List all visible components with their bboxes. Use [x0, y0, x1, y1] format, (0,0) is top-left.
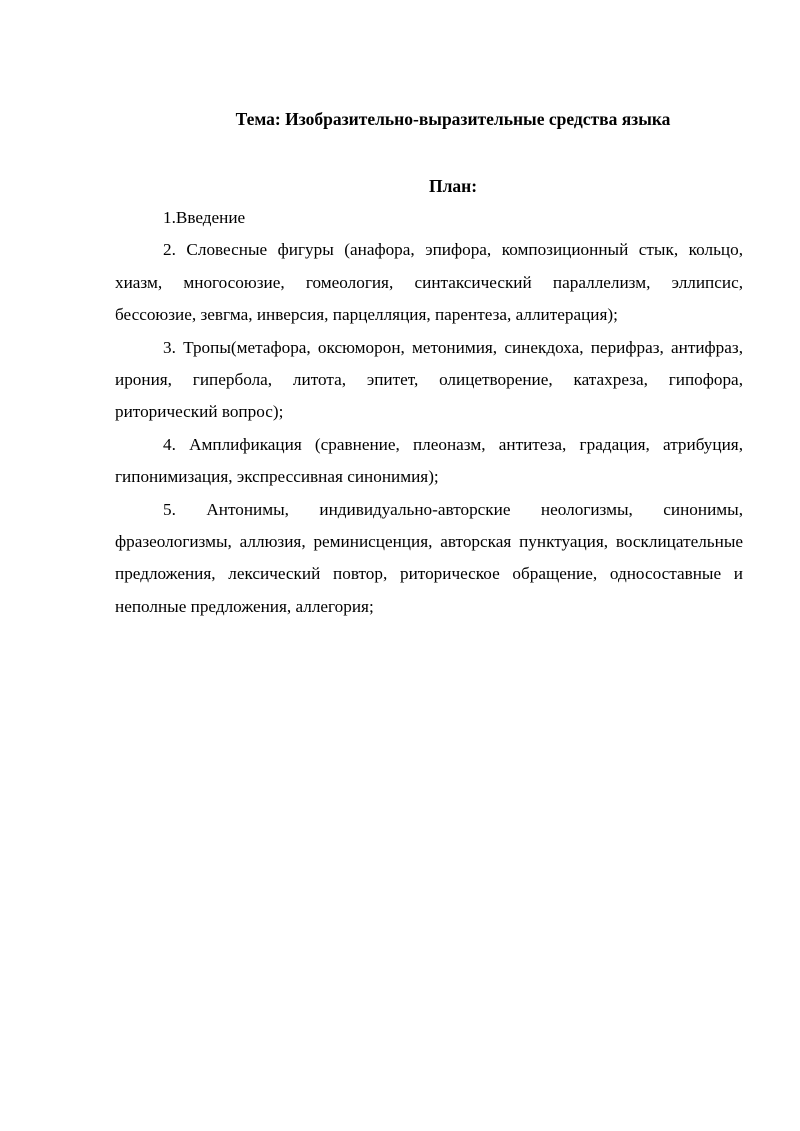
plan-heading: План: — [428, 176, 478, 196]
plan-item-verbal-figures: 2. Словесные фигуры (анафора, эпифора, композиционный стык, кольцо, хиазм, многосоюзие, гомеология, синтаксический параллелизм, эллипсис, бессоюзие, зевгма, инверсия, парцелляция, парентеза, аллитерация); — [115, 240, 743, 325]
plan-list — [115, 202, 743, 623]
plan-item-tropes: 3. Тропы(метафора, оксюморон, метонимия, синекдоха, перифраз, антифраз, ирония, гипербола, литота, эпитет, олицетворение, катахреза, гипофора, риторический вопрос); — [115, 337, 743, 422]
document-title: Тема: Изобразительно-выразительные средства языка — [235, 109, 671, 129]
plan-item-amplification: 4. Амплификация (сравнение, плеоназм, антитеза, градация, атрибуция, гипонимизация, экспрессивная синонимия); — [115, 434, 743, 487]
plan-item-antonyms: 5. Антонимы, индивидуально-авторские неологизмы, синонимы, фразеологизмы, аллюзия, реминисценция, авторская пунктуация, восклицательные предложения, лексический повтор, риторическое обращение, односоставные и неполные предложения, аллегория; — [115, 499, 743, 616]
plan-item-introduction: 1.Введение — [163, 208, 246, 227]
